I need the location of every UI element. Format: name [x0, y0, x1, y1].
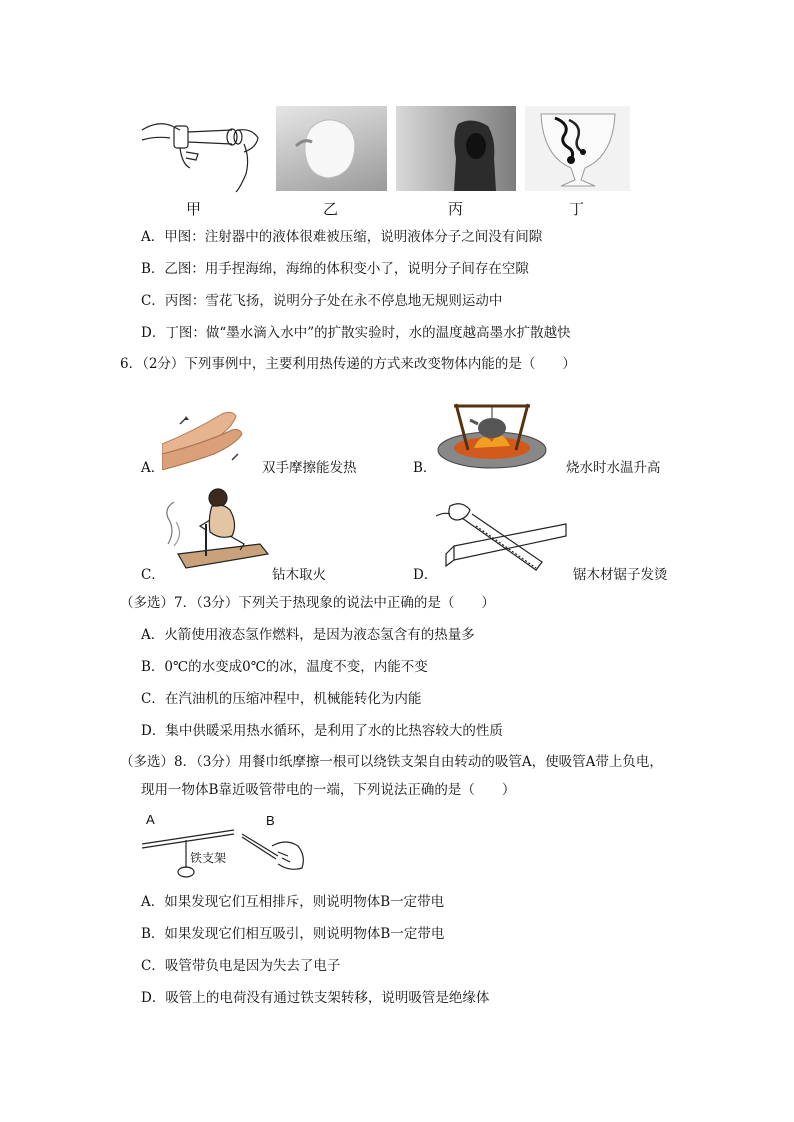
figure-label-bing: 丙: [448, 200, 464, 218]
q8-option-d[interactable]: D．吸管上的电荷没有通过铁支架转移，说明吸管是绝缘体: [141, 990, 490, 1006]
q7-stem: （多选）7．（3分）下列关于热现象的说法中正确的是（ ）: [120, 595, 495, 611]
q6-option-d-caption: 锯木材锯子发烫: [573, 567, 668, 583]
syringe-figure: [140, 108, 262, 194]
q8-stem-line1: （多选）8．（3分）用餐巾纸摩擦一根可以绕铁支架自由转动的吸管A，使吸管A带上负电，: [120, 754, 663, 770]
q6-option-d-letter[interactable]: D．: [413, 567, 438, 583]
q6-option-b-letter[interactable]: B．: [413, 460, 437, 476]
boiling-water-figure: [434, 394, 550, 470]
q7-option-c[interactable]: C．在汽油机的压缩冲程中，机械能转化为内能: [141, 691, 422, 707]
q5-option-c[interactable]: C．丙图：雪花飞扬，说明分子处在永不停息地无规则运动中: [141, 293, 503, 309]
q5-option-d[interactable]: D．丁图：做“墨水滴入水中”的扩散实验时，水的温度越高墨水扩散越快: [141, 325, 571, 341]
q6-option-a-letter[interactable]: A．: [141, 460, 165, 476]
figure-label-ding: 丁: [569, 200, 585, 218]
q6-option-c-letter[interactable]: C．: [141, 567, 165, 583]
q7-option-b[interactable]: B．0℃的水变成0℃的冰，温度不变，内能不变: [141, 659, 428, 675]
q8-option-b[interactable]: B．如果发现它们相互吸引，则说明物体B一定带电: [141, 926, 445, 942]
figure-label-a: A: [146, 812, 155, 827]
q6-option-c-caption: 钻木取火: [272, 567, 326, 583]
q8-stem-line2: 现用一物体B靠近吸管带电的一端，下列说法正确的是（ ）: [141, 782, 516, 798]
q8-option-a[interactable]: A．如果发现它们互相排斥，则说明物体B一定带电: [141, 894, 445, 910]
ink-diffusion-photo: [525, 106, 630, 191]
hands-rubbing-figure: [162, 404, 244, 470]
q6-option-b-caption: 烧水时水温升高: [566, 460, 661, 476]
sponge-photo: [276, 106, 387, 191]
figure-label-yi: 乙: [323, 200, 339, 218]
drilling-wood-figure: [160, 484, 272, 576]
q7-option-a[interactable]: A．火箭使用液态氢作燃料，是因为液态氢含有的热量多: [141, 627, 475, 643]
q8-option-c[interactable]: C．吸管带负电是因为失去了电子: [141, 958, 341, 974]
sawing-wood-figure: [436, 496, 570, 576]
q5-option-b[interactable]: B．乙图：用手捏海绵，海绵的体积变小了，说明分子间存在空隙: [141, 261, 529, 277]
q6-stem: 6．（2分）下列事例中，主要利用热传递的方式来改变物体内能的是（ ）: [120, 356, 576, 372]
q6-option-a-caption: 双手摩擦能发热: [262, 460, 357, 476]
iron-stand-label: 铁支架: [190, 851, 227, 865]
figure-label-b: B: [266, 813, 275, 828]
figure-label-jia: 甲: [186, 200, 202, 218]
snow-photo: [396, 106, 516, 191]
q7-option-d[interactable]: D．集中供暖采用热水循环，是利用了水的比热容较大的性质: [141, 723, 503, 739]
q5-option-a[interactable]: A．甲图：注射器中的液体很难被压缩，说明液体分子之间没有间隙: [141, 229, 543, 245]
